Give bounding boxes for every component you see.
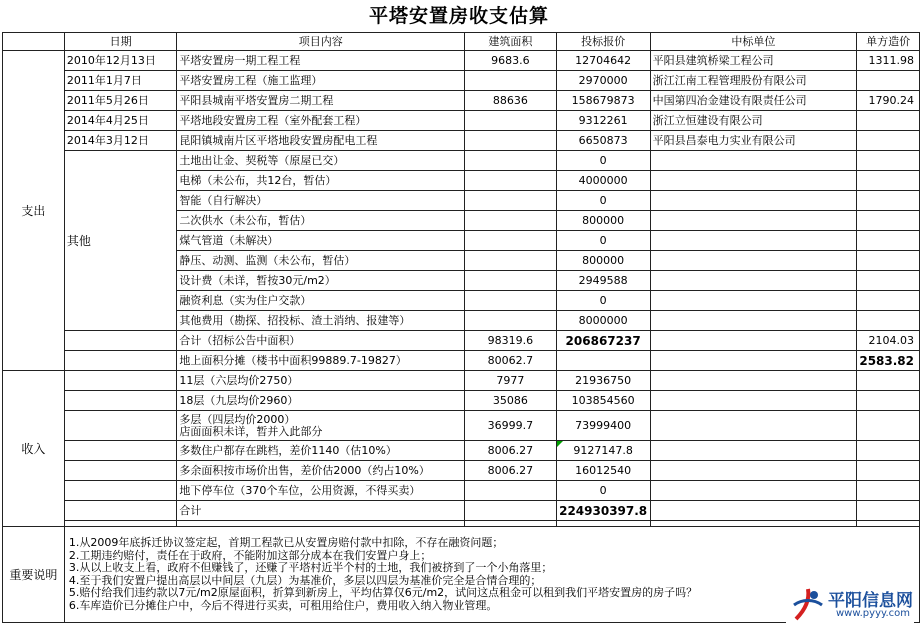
page-title: 平塔安置房收支估算 xyxy=(368,5,549,27)
project-bid: 6650873 xyxy=(556,131,650,151)
income-item: 地下停车位（370个车位，公用资源，不得买卖） xyxy=(177,481,465,501)
project-unit: 浙江立恒建设有限公司 xyxy=(650,111,857,131)
notes-row xyxy=(3,527,920,623)
project-bid: 9312261 xyxy=(556,111,650,131)
site-logo xyxy=(786,583,914,625)
other-bid: 8000000 xyxy=(556,311,650,331)
income-row xyxy=(3,461,920,481)
header-item: 项目内容 xyxy=(177,33,465,51)
above-ground-unit-cost: 2583.82 xyxy=(857,351,920,371)
income-area: 8006.27 xyxy=(465,441,557,461)
income-item xyxy=(177,411,465,441)
above-ground-area: 80062.7 xyxy=(465,351,557,371)
header-unit-cost: 单方造价 xyxy=(857,33,920,51)
other-label: 其他 xyxy=(64,151,177,331)
logo-url: www.pyyy.com xyxy=(836,608,911,619)
project-item: 平塔安置房工程（施工监理） xyxy=(177,71,465,91)
expense-total-row xyxy=(3,331,920,351)
project-item: 平阳县城南平塔安置房二期工程 xyxy=(177,91,465,111)
note-item: 3.从以上收支上看，政府不但赚钱了，还赚了平塔村近半个村的土地，我们被挤到了一个小角落里； xyxy=(68,561,553,574)
income-row xyxy=(3,481,920,501)
income-row xyxy=(3,441,920,461)
expense-total-area: 98319.6 xyxy=(465,331,557,351)
other-bid: 800000 xyxy=(556,211,650,231)
note-item: 2.工期违约赔付，责任在于政府，不能附加这部分成本在我们安置户身上； xyxy=(68,548,432,562)
project-date: 2011年5月26日 xyxy=(64,91,177,111)
other-item: 静压、动测、监测（未公布，暂估） xyxy=(177,251,465,271)
expense-total-label: 合计（招标公告中面积） xyxy=(177,331,465,351)
project-bid: 2970000 xyxy=(556,71,650,91)
header-unit: 中标单位 xyxy=(650,33,857,51)
income-row xyxy=(3,411,920,441)
project-row xyxy=(3,111,920,131)
other-item: 电梯（未公布，共12台，暂估） xyxy=(177,171,465,191)
project-area xyxy=(465,131,557,151)
estimate-table xyxy=(2,32,920,623)
income-amount: 73999400 xyxy=(556,411,650,441)
income-area: 7977 xyxy=(465,371,557,391)
income-row xyxy=(3,371,920,391)
income-total-amount: 224930397.8 xyxy=(556,501,650,521)
income-area xyxy=(465,481,557,501)
project-area xyxy=(465,71,557,91)
project-area xyxy=(465,111,557,131)
header-bid: 投标报价 xyxy=(556,33,650,51)
other-bid: 0 xyxy=(556,291,650,311)
project-row xyxy=(3,51,920,71)
project-date: 2014年4月25日 xyxy=(64,111,177,131)
income-item-line: 多层（四层均价2000） xyxy=(179,412,296,426)
notes-label: 重要说明 xyxy=(3,527,65,623)
logo-name: 平阳信息网 xyxy=(828,591,913,611)
other-bid: 0 xyxy=(556,151,650,171)
other-item: 其他费用（勘探、招投标、渣土消纳、报建等） xyxy=(177,311,465,331)
income-area: 36999.7 xyxy=(465,411,557,441)
project-bid: 12704642 xyxy=(556,51,650,71)
header-area: 建筑面积 xyxy=(465,33,557,51)
other-bid: 0 xyxy=(556,191,650,211)
income-amount: 0 xyxy=(556,481,650,501)
other-item: 煤气管道（未解决） xyxy=(177,231,465,251)
project-unit: 浙江江南工程管理股份有限公司 xyxy=(650,71,857,91)
project-unit-cost: 1790.24 xyxy=(857,91,920,111)
project-row xyxy=(3,91,920,111)
note-item: 4.至于我们安置户提出高层以中间层（九层）为基准价，多层以四层为基准价完全是合情合理的； xyxy=(68,573,542,587)
project-unit-cost xyxy=(857,71,920,91)
income-total-row xyxy=(3,501,920,521)
income-item: 18层（九层均价2960） xyxy=(177,391,465,411)
income-area: 8006.27 xyxy=(465,461,557,481)
project-date: 2014年3月12日 xyxy=(64,131,177,151)
expense-total-unit-cost: 2104.03 xyxy=(857,331,920,351)
other-bid: 2949588 xyxy=(556,271,650,291)
other-item: 设计费（未详，暂按30元/m2） xyxy=(177,271,465,291)
project-row xyxy=(3,71,920,91)
logo-mark-icon xyxy=(790,585,826,623)
project-unit-cost: 1311.98 xyxy=(857,51,920,71)
project-unit: 中国第四冶金建设有限责任公司 xyxy=(650,91,857,111)
project-date: 2011年1月7日 xyxy=(64,71,177,91)
project-item: 平塔安置房一期工程工程 xyxy=(177,51,465,71)
income-item: 多数住户都存在跳档，差价1140（估10%） xyxy=(177,441,465,461)
other-item: 智能（自行解决） xyxy=(177,191,465,211)
project-unit: 平阳县昌泰电力实业有限公司 xyxy=(650,131,857,151)
project-unit-cost xyxy=(857,131,920,151)
project-item: 平塔地段安置房工程（室外配套工程） xyxy=(177,111,465,131)
project-bid: 158679873 xyxy=(556,91,650,111)
income-label: 收入 xyxy=(3,371,65,527)
income-area: 35086 xyxy=(465,391,557,411)
note-item: 1.从2009年底拆迁协议签定起，首期工程款已从安置房赔付款中扣除，不存在融资问题； xyxy=(68,536,504,549)
other-bid: 0 xyxy=(556,231,650,251)
income-amount: 103854560 xyxy=(556,391,650,411)
project-row xyxy=(3,131,920,151)
other-bid: 4000000 xyxy=(556,171,650,191)
note-item: 5.赔付给我们违约款以7元/m2原屋面积，折算到新房上，平均估算仅6元/m2，试问这点租金可以租到我们平塔安置房的房子吗？ xyxy=(68,586,698,599)
header-row xyxy=(3,33,920,51)
income-amount: 16012540 xyxy=(556,461,650,481)
other-item: 二次供水（未公布，暂估） xyxy=(177,211,465,231)
note-item: 6.车库造价已分摊住户中，今后不得进行买卖，可租用给住户，费用收入纳入物业管理。 xyxy=(68,598,498,612)
expense-label: 支出 xyxy=(3,51,65,371)
header-date: 日期 xyxy=(64,33,177,51)
project-area: 88636 xyxy=(465,91,557,111)
income-amount: 9127147.8 xyxy=(556,441,650,461)
project-item: 昆阳镇城南片区平塔地段安置房配电工程 xyxy=(177,131,465,151)
other-row xyxy=(3,151,920,171)
project-area: 9683.6 xyxy=(465,51,557,71)
income-total-label: 合计 xyxy=(177,501,465,521)
income-item-line: 店面面积未详，暂并入此部分 xyxy=(179,424,323,438)
expense-total-bid: 206867237 xyxy=(556,331,650,351)
above-ground-label: 地上面积分摊（楼书中面积99889.7-19827） xyxy=(177,351,465,371)
project-unit-cost xyxy=(857,111,920,131)
project-unit: 平阳县建筑桥梁工程公司 xyxy=(650,51,857,71)
income-row xyxy=(3,391,920,411)
income-item: 11层（六层均价2750） xyxy=(177,371,465,391)
project-date: 2010年12月13日 xyxy=(64,51,177,71)
other-item: 融资利息（实为住户交款） xyxy=(177,291,465,311)
above-ground-row xyxy=(3,351,920,371)
other-bid: 800000 xyxy=(556,251,650,271)
income-item: 多余面积按市场价出售，差价估2000（约占10%） xyxy=(177,461,465,481)
other-item: 土地出让金、契税等（原屋已交） xyxy=(177,151,465,171)
income-amount: 21936750 xyxy=(556,371,650,391)
